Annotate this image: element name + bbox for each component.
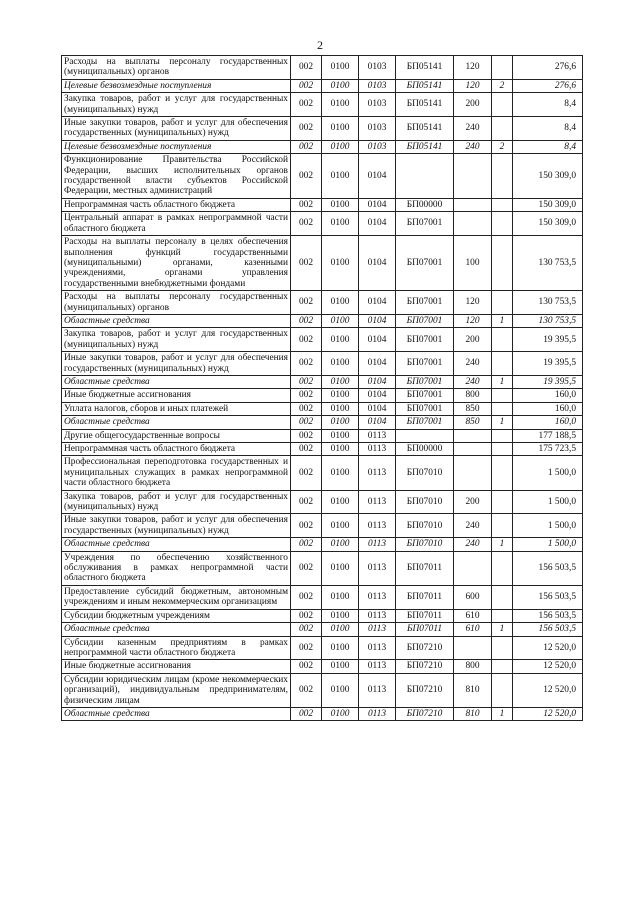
- amount-cell: 19 395,5: [513, 328, 583, 352]
- funding-source-cell: [492, 93, 513, 117]
- section-code-cell: 0100: [322, 79, 359, 92]
- subsection-code-cell: 0113: [359, 514, 396, 538]
- expense-type-code-cell: 240: [454, 352, 492, 376]
- expense-name-cell: Профессиональная переподготовка государственных и муниципальных служащих в рамках непрограммной части областного бюджета: [62, 456, 291, 490]
- section-code-cell: 0100: [322, 443, 359, 456]
- amount-cell: 156 503,5: [513, 585, 583, 609]
- subsection-code-cell: 0113: [359, 609, 396, 622]
- funding-source-cell: 1: [492, 375, 513, 388]
- amount-cell: 160,0: [513, 416, 583, 429]
- amount-cell: 8,4: [513, 117, 583, 141]
- funding-source-row: [62, 140, 583, 153]
- target-item-code-cell: [396, 429, 454, 442]
- amount-cell: 276,6: [513, 56, 583, 80]
- expense-name-cell: Иные закупки товаров, работ и услуг для обеспечения государственных (муниципальных) нужд: [62, 514, 291, 538]
- department-code-cell: 002: [291, 585, 322, 609]
- funding-source-cell: [492, 56, 513, 80]
- target-item-code-cell: БП07001: [396, 328, 454, 352]
- target-item-code-cell: БП07210: [396, 707, 454, 720]
- department-code-cell: 002: [291, 117, 322, 141]
- section-code-cell: 0100: [322, 402, 359, 415]
- department-code-cell: 002: [291, 352, 322, 376]
- amount-cell: 160,0: [513, 389, 583, 402]
- funding-source-cell: 1: [492, 314, 513, 327]
- amount-cell: 130 753,5: [513, 236, 583, 291]
- expense-name-cell: Иные закупки товаров, работ и услуг для обеспечения государственных (муниципальных) нужд: [62, 117, 291, 141]
- funding-source-cell: [492, 352, 513, 376]
- amount-cell: 12 520,0: [513, 660, 583, 673]
- department-code-cell: 002: [291, 416, 322, 429]
- funding-source-cell: [492, 660, 513, 673]
- funding-source-cell: 2: [492, 140, 513, 153]
- table-row: [62, 389, 583, 402]
- amount-cell: 1 500,0: [513, 490, 583, 514]
- department-code-cell: 002: [291, 328, 322, 352]
- section-code-cell: 0100: [322, 490, 359, 514]
- funding-source-cell: [492, 673, 513, 707]
- expense-type-code-cell: 240: [454, 140, 492, 153]
- expense-name-cell: Непрограммная часть областного бюджета: [62, 198, 291, 211]
- subsection-code-cell: 0113: [359, 585, 396, 609]
- target-item-code-cell: БП07011: [396, 623, 454, 636]
- target-item-code-cell: БП07001: [396, 212, 454, 236]
- subsection-code-cell: 0113: [359, 623, 396, 636]
- target-item-code-cell: БП05141: [396, 93, 454, 117]
- section-code-cell: 0100: [322, 140, 359, 153]
- funding-source-cell: [492, 514, 513, 538]
- expense-name-cell: Областные средства: [62, 416, 291, 429]
- expense-type-code-cell: 610: [454, 623, 492, 636]
- subsection-code-cell: 0104: [359, 212, 396, 236]
- department-code-cell: 002: [291, 314, 322, 327]
- section-code-cell: 0100: [322, 328, 359, 352]
- section-code-cell: 0100: [322, 636, 359, 660]
- table-row: [62, 56, 583, 80]
- expense-type-code-cell: 120: [454, 291, 492, 315]
- department-code-cell: 002: [291, 443, 322, 456]
- table-row: [62, 551, 583, 585]
- section-code-cell: 0100: [322, 56, 359, 80]
- subsection-code-cell: 0113: [359, 660, 396, 673]
- department-code-cell: 002: [291, 402, 322, 415]
- table-row: [62, 198, 583, 211]
- table-row: [62, 402, 583, 415]
- subsection-code-cell: 0104: [359, 375, 396, 388]
- expense-name-cell: Субсидии бюджетным учреждениям: [62, 609, 291, 622]
- expense-name-cell: Целевые безвозмездные поступления: [62, 140, 291, 153]
- expense-name-cell: Уплата налогов, сборов и иных платежей: [62, 402, 291, 415]
- expense-type-code-cell: 610: [454, 609, 492, 622]
- expense-type-code-cell: [454, 212, 492, 236]
- funding-source-row: [62, 416, 583, 429]
- amount-cell: 175 723,5: [513, 443, 583, 456]
- amount-cell: 1 500,0: [513, 514, 583, 538]
- section-code-cell: 0100: [322, 623, 359, 636]
- expense-type-code-cell: 240: [454, 117, 492, 141]
- department-code-cell: 002: [291, 429, 322, 442]
- expense-type-code-cell: 240: [454, 538, 492, 551]
- table-row: [62, 456, 583, 490]
- target-item-code-cell: БП07001: [396, 352, 454, 376]
- target-item-code-cell: БП00000: [396, 198, 454, 211]
- section-code-cell: 0100: [322, 585, 359, 609]
- funding-source-cell: [492, 236, 513, 291]
- department-code-cell: 002: [291, 389, 322, 402]
- department-code-cell: 002: [291, 673, 322, 707]
- funding-source-row: [62, 707, 583, 720]
- target-item-code-cell: БП05141: [396, 117, 454, 141]
- department-code-cell: 002: [291, 660, 322, 673]
- target-item-code-cell: БП05141: [396, 56, 454, 80]
- section-code-cell: 0100: [322, 673, 359, 707]
- funding-source-row: [62, 623, 583, 636]
- amount-cell: 19 395,5: [513, 352, 583, 376]
- subsection-code-cell: 0103: [359, 56, 396, 80]
- budget-table: [61, 55, 583, 721]
- expense-name-cell: Областные средства: [62, 538, 291, 551]
- subsection-code-cell: 0104: [359, 291, 396, 315]
- expense-type-code-cell: 850: [454, 402, 492, 415]
- expense-type-code-cell: 850: [454, 416, 492, 429]
- section-code-cell: 0100: [322, 456, 359, 490]
- section-code-cell: 0100: [322, 609, 359, 622]
- funding-source-cell: [492, 609, 513, 622]
- amount-cell: 150 309,0: [513, 212, 583, 236]
- department-code-cell: 002: [291, 198, 322, 211]
- expense-type-code-cell: 810: [454, 673, 492, 707]
- budget-table-body: [62, 56, 583, 721]
- expense-type-code-cell: 200: [454, 490, 492, 514]
- expense-name-cell: Областные средства: [62, 623, 291, 636]
- amount-cell: 12 520,0: [513, 636, 583, 660]
- funding-source-cell: [492, 585, 513, 609]
- table-row: [62, 673, 583, 707]
- section-code-cell: 0100: [322, 416, 359, 429]
- target-item-code-cell: БП07011: [396, 551, 454, 585]
- table-row: [62, 352, 583, 376]
- department-code-cell: 002: [291, 609, 322, 622]
- subsection-code-cell: 0104: [359, 402, 396, 415]
- funding-source-row: [62, 538, 583, 551]
- subsection-code-cell: 0113: [359, 636, 396, 660]
- expense-type-code-cell: 800: [454, 660, 492, 673]
- expense-type-code-cell: [454, 154, 492, 199]
- department-code-cell: 002: [291, 212, 322, 236]
- expense-name-cell: Субсидии юридическим лицам (кроме некоммерческих организаций), индивидуальным предпринимателям, физическим лицам: [62, 673, 291, 707]
- expense-name-cell: Закупка товаров, работ и услуг для государственных (муниципальных) нужд: [62, 328, 291, 352]
- section-code-cell: 0100: [322, 352, 359, 376]
- subsection-code-cell: 0113: [359, 707, 396, 720]
- expense-name-cell: Расходы на выплаты персоналу государственных (муниципальных) органов: [62, 291, 291, 315]
- target-item-code-cell: БП05141: [396, 140, 454, 153]
- expense-name-cell: Целевые безвозмездные поступления: [62, 79, 291, 92]
- amount-cell: 160,0: [513, 402, 583, 415]
- target-item-code-cell: БП07001: [396, 389, 454, 402]
- amount-cell: 150 309,0: [513, 154, 583, 199]
- target-item-code-cell: БП07001: [396, 314, 454, 327]
- amount-cell: 8,4: [513, 93, 583, 117]
- expense-type-code-cell: [454, 429, 492, 442]
- expense-type-code-cell: [454, 443, 492, 456]
- page-number: 2: [317, 38, 323, 52]
- subsection-code-cell: 0104: [359, 314, 396, 327]
- funding-source-cell: [492, 212, 513, 236]
- expense-name-cell: Другие общегосударственные вопросы: [62, 429, 291, 442]
- amount-cell: 150 309,0: [513, 198, 583, 211]
- section-code-cell: 0100: [322, 389, 359, 402]
- amount-cell: 177 188,5: [513, 429, 583, 442]
- subsection-code-cell: 0113: [359, 673, 396, 707]
- table-row: [62, 490, 583, 514]
- table-row: [62, 443, 583, 456]
- table-row: [62, 291, 583, 315]
- expense-name-cell: Центральный аппарат в рамках непрограммной части областного бюджета: [62, 212, 291, 236]
- funding-source-row: [62, 79, 583, 92]
- section-code-cell: 0100: [322, 236, 359, 291]
- funding-source-row: [62, 375, 583, 388]
- department-code-cell: 002: [291, 56, 322, 80]
- target-item-code-cell: БП00000: [396, 443, 454, 456]
- department-code-cell: 002: [291, 490, 322, 514]
- target-item-code-cell: БП07001: [396, 236, 454, 291]
- table-row: [62, 514, 583, 538]
- subsection-code-cell: 0104: [359, 198, 396, 211]
- department-code-cell: 002: [291, 140, 322, 153]
- funding-source-cell: [492, 328, 513, 352]
- table-row: [62, 585, 583, 609]
- expense-name-cell: Иные бюджетные ассигнования: [62, 389, 291, 402]
- subsection-code-cell: 0103: [359, 93, 396, 117]
- subsection-code-cell: 0104: [359, 352, 396, 376]
- target-item-code-cell: [396, 154, 454, 199]
- department-code-cell: 002: [291, 79, 322, 92]
- expense-name-cell: Расходы на выплаты персоналу государственных (муниципальных) органов: [62, 56, 291, 80]
- expense-name-cell: Предоставление субсидий бюджетным, автономным учреждениям и иным некоммерческим организациям: [62, 585, 291, 609]
- expense-name-cell: Областные средства: [62, 375, 291, 388]
- section-code-cell: 0100: [322, 707, 359, 720]
- expense-type-code-cell: 600: [454, 585, 492, 609]
- expense-name-cell: Функционирование Правительства Российской Федерации, высших исполнительных органов государственной власти субъектов Российской Федерации, местных администраций: [62, 154, 291, 199]
- funding-source-cell: [492, 551, 513, 585]
- subsection-code-cell: 0113: [359, 456, 396, 490]
- expense-type-code-cell: [454, 198, 492, 211]
- section-code-cell: 0100: [322, 514, 359, 538]
- expense-type-code-cell: [454, 456, 492, 490]
- funding-source-cell: 1: [492, 623, 513, 636]
- expense-name-cell: Непрограммная часть областного бюджета: [62, 443, 291, 456]
- amount-cell: 19 395,5: [513, 375, 583, 388]
- expense-type-code-cell: 240: [454, 514, 492, 538]
- department-code-cell: 002: [291, 291, 322, 315]
- funding-source-cell: 1: [492, 538, 513, 551]
- subsection-code-cell: 0104: [359, 328, 396, 352]
- table-row: [62, 154, 583, 199]
- funding-source-cell: 2: [492, 79, 513, 92]
- subsection-code-cell: 0103: [359, 140, 396, 153]
- funding-source-cell: [492, 291, 513, 315]
- subsection-code-cell: 0104: [359, 154, 396, 199]
- funding-source-cell: [492, 490, 513, 514]
- expense-name-cell: Расходы на выплаты персоналу в целях обеспечения выполнения функций государственными (муниципальными) органами, казенными учреждениями, органами управления государственными внебюджетными фондами: [62, 236, 291, 291]
- amount-cell: 156 503,5: [513, 609, 583, 622]
- funding-source-cell: [492, 636, 513, 660]
- section-code-cell: 0100: [322, 212, 359, 236]
- target-item-code-cell: БП07010: [396, 456, 454, 490]
- department-code-cell: 002: [291, 456, 322, 490]
- table-row: [62, 609, 583, 622]
- section-code-cell: 0100: [322, 429, 359, 442]
- target-item-code-cell: БП07001: [396, 402, 454, 415]
- department-code-cell: 002: [291, 623, 322, 636]
- section-code-cell: 0100: [322, 660, 359, 673]
- expense-type-code-cell: 120: [454, 56, 492, 80]
- amount-cell: 130 753,5: [513, 314, 583, 327]
- funding-source-cell: [492, 429, 513, 442]
- subsection-code-cell: 0113: [359, 551, 396, 585]
- section-code-cell: 0100: [322, 538, 359, 551]
- table-row: [62, 236, 583, 291]
- table-row: [62, 660, 583, 673]
- section-code-cell: 0100: [322, 198, 359, 211]
- funding-source-cell: 1: [492, 707, 513, 720]
- expense-name-cell: Областные средства: [62, 707, 291, 720]
- subsection-code-cell: 0103: [359, 79, 396, 92]
- expense-type-code-cell: 800: [454, 389, 492, 402]
- department-code-cell: 002: [291, 707, 322, 720]
- subsection-code-cell: 0104: [359, 236, 396, 291]
- target-item-code-cell: БП07001: [396, 291, 454, 315]
- subsection-code-cell: 0113: [359, 538, 396, 551]
- expense-type-code-cell: [454, 551, 492, 585]
- department-code-cell: 002: [291, 154, 322, 199]
- expense-name-cell: Закупка товаров, работ и услуг для государственных (муниципальных) нужд: [62, 93, 291, 117]
- subsection-code-cell: 0104: [359, 389, 396, 402]
- section-code-cell: 0100: [322, 154, 359, 199]
- expense-type-code-cell: 240: [454, 375, 492, 388]
- department-code-cell: 002: [291, 375, 322, 388]
- section-code-cell: 0100: [322, 314, 359, 327]
- target-item-code-cell: БП07210: [396, 636, 454, 660]
- target-item-code-cell: БП05141: [396, 79, 454, 92]
- funding-source-cell: 1: [492, 416, 513, 429]
- section-code-cell: 0100: [322, 375, 359, 388]
- department-code-cell: 002: [291, 538, 322, 551]
- amount-cell: 8,4: [513, 140, 583, 153]
- funding-source-row: [62, 314, 583, 327]
- amount-cell: 12 520,0: [513, 673, 583, 707]
- section-code-cell: 0100: [322, 117, 359, 141]
- target-item-code-cell: БП07010: [396, 538, 454, 551]
- expense-type-code-cell: 200: [454, 328, 492, 352]
- section-code-cell: 0100: [322, 93, 359, 117]
- table-row: [62, 429, 583, 442]
- funding-source-cell: [492, 117, 513, 141]
- expense-name-cell: Субсидии казенным предприятиям в рамках непрограммной части областного бюджета: [62, 636, 291, 660]
- table-row: [62, 93, 583, 117]
- section-code-cell: 0100: [322, 291, 359, 315]
- department-code-cell: 002: [291, 93, 322, 117]
- subsection-code-cell: 0104: [359, 416, 396, 429]
- funding-source-cell: [492, 443, 513, 456]
- table-row: [62, 636, 583, 660]
- table-row: [62, 328, 583, 352]
- target-item-code-cell: БП07001: [396, 375, 454, 388]
- amount-cell: 1 500,0: [513, 538, 583, 551]
- expense-type-code-cell: 120: [454, 79, 492, 92]
- amount-cell: 276,6: [513, 79, 583, 92]
- amount-cell: 156 503,5: [513, 623, 583, 636]
- subsection-code-cell: 0113: [359, 429, 396, 442]
- funding-source-cell: [492, 402, 513, 415]
- department-code-cell: 002: [291, 636, 322, 660]
- funding-source-cell: [492, 389, 513, 402]
- target-item-code-cell: БП07010: [396, 514, 454, 538]
- amount-cell: 1 500,0: [513, 456, 583, 490]
- target-item-code-cell: БП07010: [396, 490, 454, 514]
- amount-cell: 130 753,5: [513, 291, 583, 315]
- target-item-code-cell: БП07210: [396, 673, 454, 707]
- expense-name-cell: Иные закупки товаров, работ и услуг для обеспечения государственных (муниципальных) нужд: [62, 352, 291, 376]
- subsection-code-cell: 0103: [359, 117, 396, 141]
- funding-source-cell: [492, 198, 513, 211]
- section-code-cell: 0100: [322, 551, 359, 585]
- department-code-cell: 002: [291, 514, 322, 538]
- amount-cell: 156 503,5: [513, 551, 583, 585]
- target-item-code-cell: БП07011: [396, 609, 454, 622]
- department-code-cell: 002: [291, 236, 322, 291]
- target-item-code-cell: БП07001: [396, 416, 454, 429]
- expense-type-code-cell: 200: [454, 93, 492, 117]
- table-row: [62, 117, 583, 141]
- funding-source-cell: [492, 154, 513, 199]
- expense-type-code-cell: 100: [454, 236, 492, 291]
- table-row: [62, 212, 583, 236]
- expense-type-code-cell: 120: [454, 314, 492, 327]
- department-code-cell: 002: [291, 551, 322, 585]
- expense-type-code-cell: [454, 636, 492, 660]
- expense-name-cell: Областные средства: [62, 314, 291, 327]
- target-item-code-cell: БП07011: [396, 585, 454, 609]
- expense-name-cell: Иные бюджетные ассигнования: [62, 660, 291, 673]
- expense-name-cell: Закупка товаров, работ и услуг для государственных (муниципальных) нужд: [62, 490, 291, 514]
- amount-cell: 12 520,0: [513, 707, 583, 720]
- target-item-code-cell: БП07210: [396, 660, 454, 673]
- expense-name-cell: Учреждения по обеспечению хозяйственного обслуживания в рамках непрограммной части областного бюджета: [62, 551, 291, 585]
- subsection-code-cell: 0113: [359, 443, 396, 456]
- expense-type-code-cell: 810: [454, 707, 492, 720]
- subsection-code-cell: 0113: [359, 490, 396, 514]
- funding-source-cell: [492, 456, 513, 490]
